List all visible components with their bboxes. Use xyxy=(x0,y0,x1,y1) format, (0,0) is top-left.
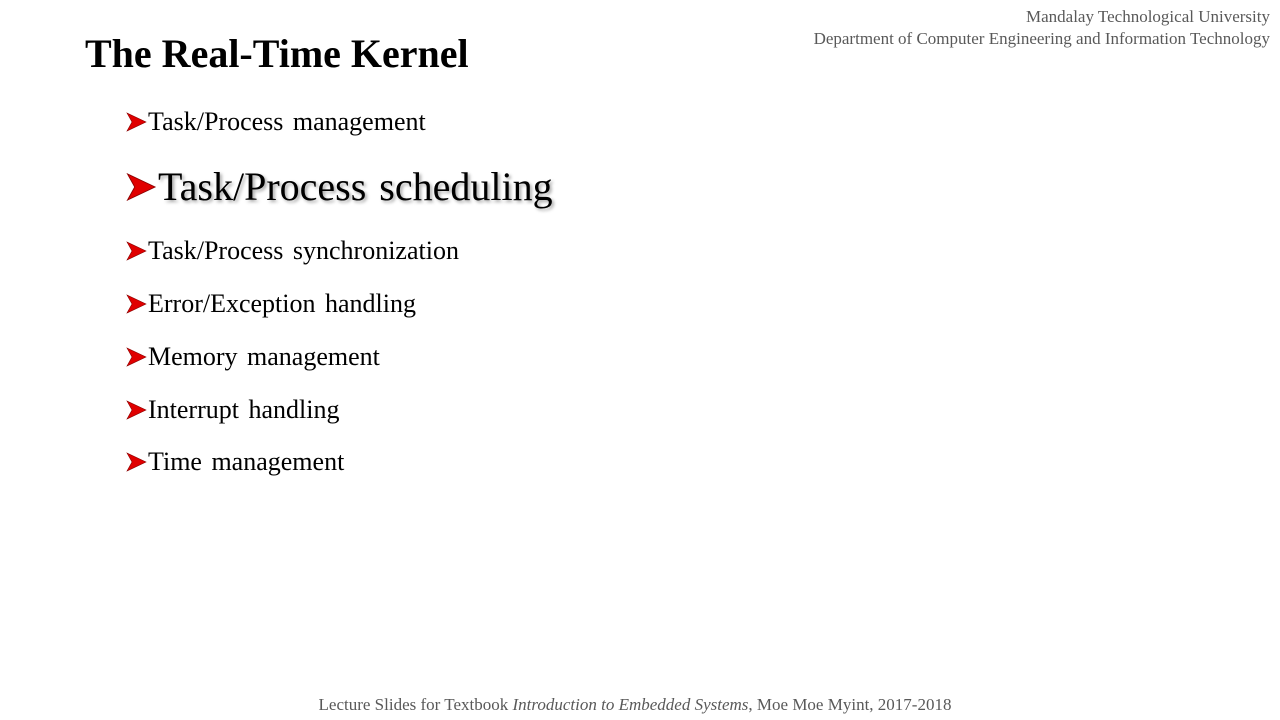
red-arrow-bullet-icon xyxy=(126,293,148,315)
bullet-label: Interrupt handling xyxy=(148,395,340,424)
bullet-item-memory-management xyxy=(126,341,380,373)
bullet-item-task-management xyxy=(126,106,426,138)
bullet-item-error-handling xyxy=(126,288,416,320)
bullet-label: Memory management xyxy=(148,342,380,371)
bullet-label: Task/Process synchronization xyxy=(148,236,459,265)
red-arrow-bullet-icon xyxy=(126,240,148,262)
footer-suffix: , Moe Moe Myint, 2017-2018 xyxy=(748,695,952,714)
bullet-label: Task/Process management xyxy=(148,107,426,136)
slide-title: The Real-Time Kernel xyxy=(85,31,469,76)
department-name: Department of Computer Engineering and Information Technology xyxy=(813,29,1270,48)
bullet-item-task-scheduling xyxy=(126,164,553,210)
red-arrow-bullet-icon xyxy=(126,171,158,203)
bullet-item-interrupt-handling xyxy=(126,394,339,426)
bullet-label: Error/Exception handling xyxy=(148,289,416,318)
institution-header xyxy=(814,6,1270,50)
slide-footer xyxy=(0,694,1270,716)
red-arrow-bullet-icon xyxy=(126,111,148,133)
footer-prefix: Lecture Slides for Textbook xyxy=(318,695,513,714)
bullet-item-task-synchronization xyxy=(126,235,459,267)
footer-book-title: Introduction to Embedded Systems xyxy=(512,695,749,714)
bullet-label: Time management xyxy=(148,447,345,476)
university-name: Mandalay Technological University xyxy=(1026,7,1270,26)
red-arrow-bullet-icon xyxy=(126,346,148,368)
bullet-item-time-management xyxy=(126,446,344,478)
bullet-label: Task/Process scheduling xyxy=(158,164,553,209)
red-arrow-bullet-icon xyxy=(126,451,148,473)
red-arrow-bullet-icon xyxy=(126,399,148,421)
